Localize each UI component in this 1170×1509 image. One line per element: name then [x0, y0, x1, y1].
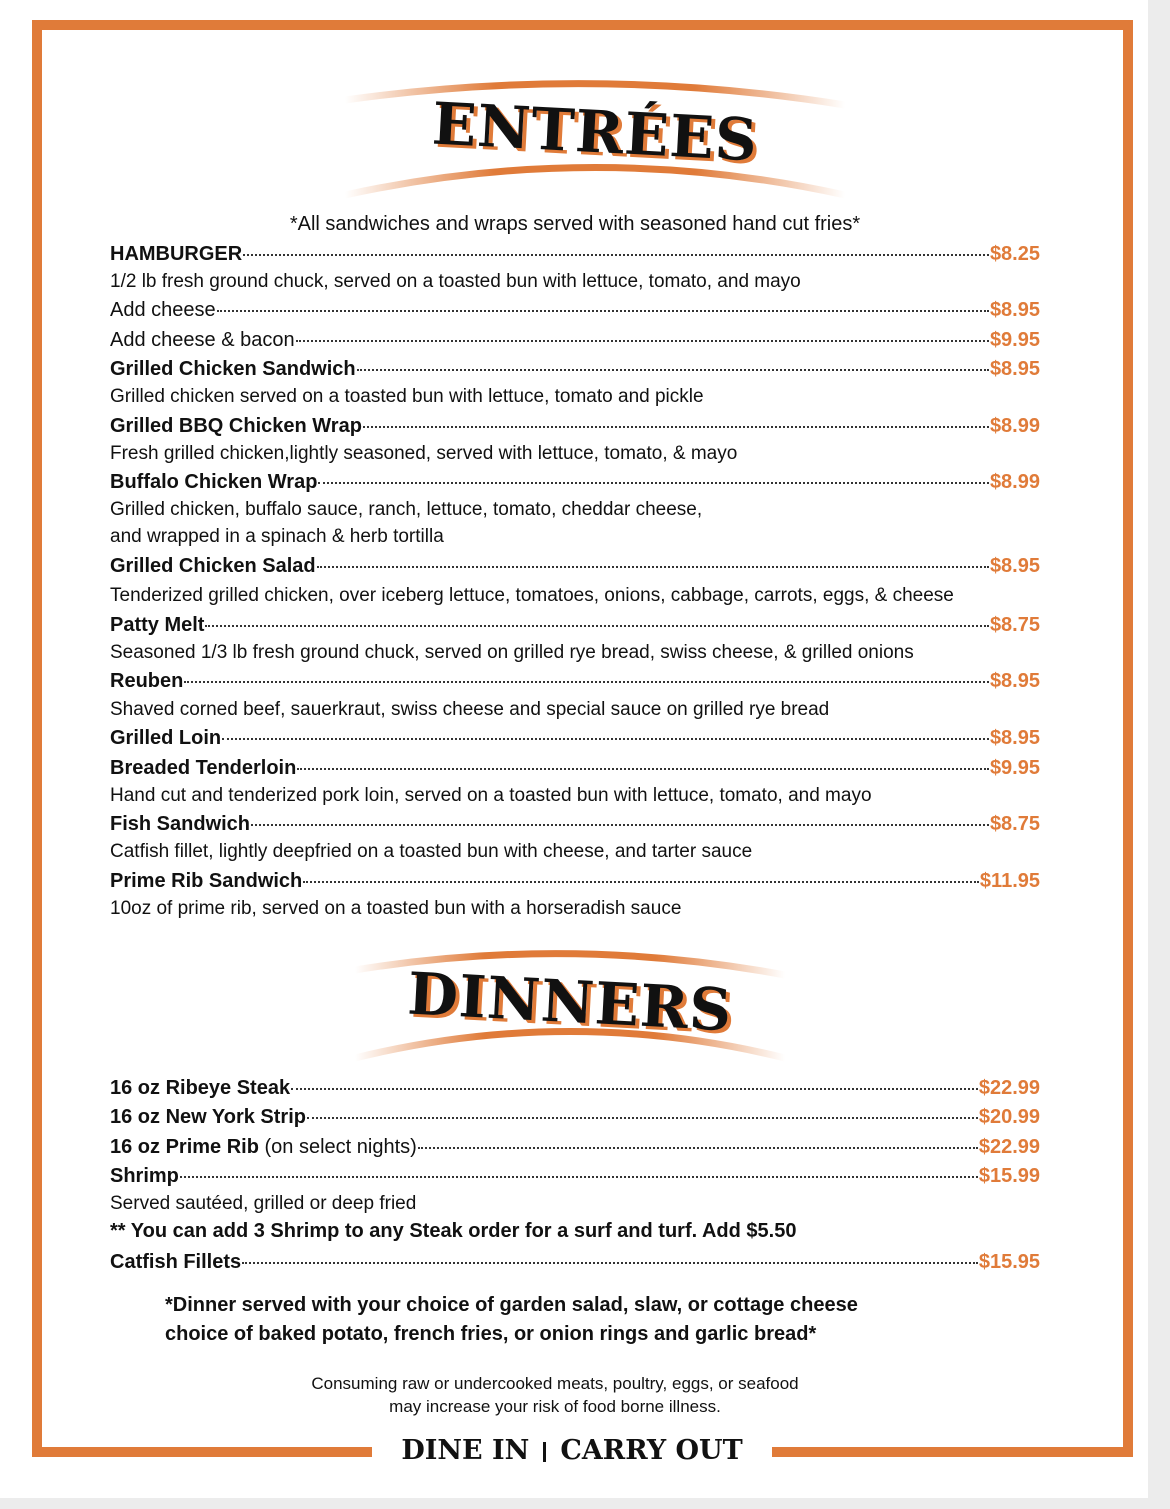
surf-and-turf-note: ** You can add 3 Shrimp to any Steak order for a surf and turf. Add $5.50: [110, 1220, 797, 1242]
menu-item-grilled-chicken-sandwich: [110, 357, 1040, 381]
item-name: Grilled Chicken Sandwich: [110, 358, 356, 380]
item-description: Catfish fillet, lightly deepfried on a toasted bun with cheese, and tarter sauce: [110, 841, 753, 862]
leader-dots: [291, 1088, 978, 1090]
item-description: Seasoned 1/3 lb fresh ground chuck, served on grilled rye bread, swiss cheese, & grilled onions: [110, 642, 914, 663]
menu-item-grilled-chicken-salad: [110, 554, 1040, 578]
leader-dots: [180, 1176, 978, 1178]
leader-dots: [418, 1147, 978, 1149]
menu-item-add-cheese: [110, 298, 1040, 322]
item-price: $11.95: [979, 870, 1040, 892]
menu-item-patty-melt: [110, 613, 1040, 637]
dinner-sides-note-line2: choice of baked potato, french fries, or onion rings and garlic bread*: [165, 1323, 817, 1345]
separator: [543, 1442, 546, 1462]
dine-in-label: DINE IN: [401, 1435, 530, 1466]
item-price: $8.95: [989, 727, 1040, 749]
item-price: $22.99: [978, 1136, 1040, 1158]
item-name: Patty Melt: [110, 614, 205, 636]
item-name: 16 oz New York Strip: [110, 1106, 306, 1128]
footer-service-options: [372, 1433, 772, 1469]
leader-dots: [307, 1117, 978, 1119]
item-description-line2: and wrapped in a spinach & herb tortilla: [110, 526, 444, 547]
menu-item-breaded-tenderloin: [110, 756, 1040, 780]
item-price: $15.95: [978, 1251, 1040, 1273]
leader-dots: [222, 738, 989, 740]
item-price: $8.75: [989, 813, 1040, 835]
item-name: 16 oz Prime Rib: [110, 1136, 259, 1158]
disclaimer-line1: Consuming raw or undercooked meats, poultry, eggs, or seafood: [311, 1374, 799, 1393]
menu-item-add-cheese-bacon: [110, 328, 1040, 352]
item-name: Catfish Fillets: [110, 1251, 242, 1273]
menu-item-hamburger: [110, 242, 1040, 266]
item-description: Grilled chicken served on a toasted bun with lettuce, tomato and pickle: [110, 386, 704, 407]
dinners-banner: [350, 940, 790, 1070]
entrees-note: *All sandwiches and wraps served with seasoned hand cut fries*: [289, 213, 861, 235]
leader-dots: [205, 625, 988, 627]
item-price: $8.99: [989, 415, 1040, 437]
item-price: $22.99: [978, 1077, 1040, 1099]
item-price: $8.95: [989, 299, 1040, 321]
item-description: Fresh grilled chicken,lightly seasoned, served with lettuce, tomato, & mayo: [110, 443, 738, 464]
entrees-banner: [340, 70, 850, 200]
item-price: $9.95: [989, 329, 1040, 351]
menu-item-prime-rib: [110, 1135, 1040, 1159]
item-description: 10oz of prime rib, served on a toasted bun with a horseradish sauce: [110, 898, 682, 919]
item-name: Breaded Tenderloin: [110, 757, 297, 779]
leader-dots: [242, 1262, 978, 1264]
item-price: $8.95: [989, 555, 1040, 577]
leader-dots: [317, 566, 989, 568]
item-name: Shrimp: [110, 1165, 179, 1187]
item-price: $9.95: [989, 757, 1040, 779]
item-description: Shaved corned beef, sauerkraut, swiss cheese and special sauce on grilled rye bread: [110, 699, 830, 720]
item-name: HAMBURGER: [110, 243, 243, 265]
item-price: $8.95: [989, 670, 1040, 692]
dinner-sides-note-line1: *Dinner served with your choice of garden salad, slaw, or cottage cheese: [165, 1294, 858, 1316]
item-description: Served sautéed, grilled or deep fried: [110, 1193, 417, 1214]
leader-dots: [296, 340, 989, 342]
item-name: Grilled BBQ Chicken Wrap: [110, 415, 362, 437]
item-name: Grilled Chicken Salad: [110, 555, 316, 577]
leader-dots: [357, 369, 989, 371]
item-name: Add cheese: [110, 299, 216, 321]
item-name: Add cheese & bacon: [110, 329, 295, 351]
item-price: $8.75: [989, 614, 1040, 636]
item-description: Tenderized grilled chicken, over iceberg lettuce, tomatoes, onions, cabbage, carrots, eggs, & cheese: [110, 585, 954, 606]
menu-item-catfish-fillets: [110, 1250, 1040, 1274]
item-price: $8.95: [989, 358, 1040, 380]
leader-dots: [363, 426, 989, 428]
item-description: Hand cut and tenderized pork loin, served on a toasted bun with lettuce, tomato, and mayo: [110, 785, 872, 806]
leader-dots: [303, 881, 979, 883]
entrees-title: ENTRÉES: [430, 89, 760, 175]
menu-item-bbq-chicken-wrap: [110, 414, 1040, 438]
item-price: $8.25: [989, 243, 1040, 265]
item-name: Fish Sandwich: [110, 813, 251, 835]
leader-dots: [243, 254, 989, 256]
item-name-suffix: (on select nights): [258, 1136, 417, 1158]
menu-item-ribeye: [110, 1076, 1040, 1100]
item-price: $20.99: [978, 1106, 1040, 1128]
item-description: 1/2 lb fresh ground chuck, served on a toasted bun with lettuce, tomato, and mayo: [110, 271, 801, 292]
leader-dots: [217, 310, 989, 312]
leader-dots: [297, 768, 989, 770]
disclaimer-line2: may increase your risk of food borne illness.: [389, 1397, 721, 1416]
dinners-title: DINNERS: [406, 959, 734, 1045]
item-name: 16 oz Ribeye Steak: [110, 1077, 291, 1099]
menu-item-shrimp: [110, 1164, 1040, 1188]
menu-item-reuben: [110, 669, 1040, 693]
item-price: $8.99: [989, 471, 1040, 493]
item-name: Reuben: [110, 670, 184, 692]
item-price: $15.99: [978, 1165, 1040, 1187]
menu-item-fish-sandwich: [110, 812, 1040, 836]
leader-dots: [184, 681, 989, 683]
menu-item-prime-rib-sandwich: [110, 869, 1040, 893]
menu-item-new-york-strip: [110, 1105, 1040, 1129]
item-name: Grilled Loin: [110, 727, 222, 749]
leader-dots: [318, 482, 989, 484]
item-description: Grilled chicken, buffalo sauce, ranch, lettuce, tomato, cheddar cheese,: [110, 499, 703, 520]
leader-dots: [251, 824, 989, 826]
food-safety-disclaimer: [200, 1372, 910, 1418]
item-name: Prime Rib Sandwich: [110, 870, 303, 892]
menu-item-grilled-loin: [110, 726, 1040, 750]
menu-item-buffalo-chicken-wrap: [110, 470, 1040, 494]
item-name: Buffalo Chicken Wrap: [110, 471, 318, 493]
carry-out-label: CARRY OUT: [560, 1435, 743, 1466]
